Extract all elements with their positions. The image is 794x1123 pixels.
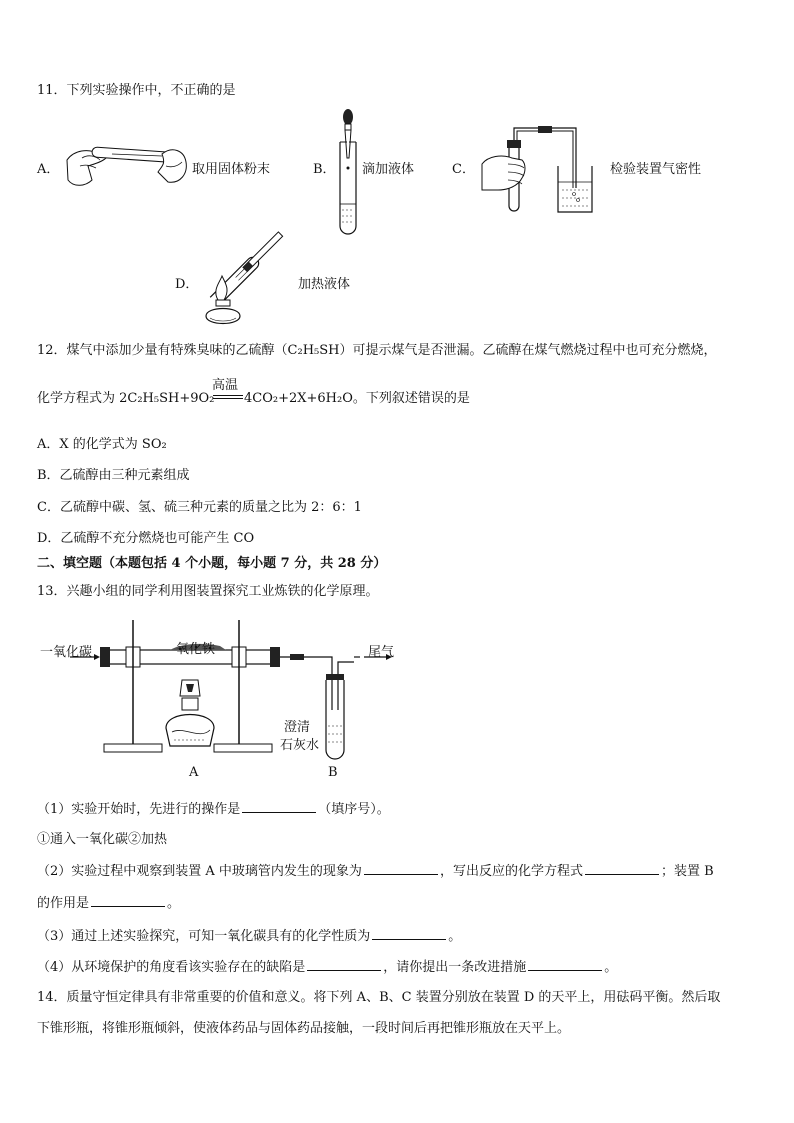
airtightness-illustration [478, 120, 604, 216]
q13-part3-text-b: 。 [448, 929, 462, 944]
fig-exhaust-label: 尾气 [368, 645, 395, 660]
q13-part4-text-c: 。 [604, 960, 618, 975]
q14-line1: 14．质量守恒定律具有非常重要的价值和意义。将下列 A、B、C 装置分别放在装置 D 的天平上，用砝码平衡。然后取 [37, 990, 721, 1005]
q11-option-c-text: 检验装置气密性 [610, 162, 702, 177]
q13-part2 [37, 862, 714, 881]
heating-liquid-illustration [200, 236, 290, 332]
q13-part3 [37, 927, 461, 946]
q11-option-a-text: 取用固体粉末 [192, 162, 271, 177]
q13-part2-text-a: （2）实验过程中观察到装置 A 中玻璃管内发生的现象为 [37, 864, 362, 879]
q11-option-a-letter: A． [37, 162, 60, 177]
fig-label-b: B [328, 765, 338, 780]
q13-part3-blank[interactable] [372, 927, 446, 940]
q13-part1-text-a: （1）实验开始时，先进行的操作是 [37, 802, 241, 817]
q13-part4-blank-2[interactable] [528, 958, 602, 971]
q13-part4-blank-1[interactable] [307, 958, 381, 971]
q11-option-b-letter: B． [313, 162, 336, 177]
q13-part4 [37, 958, 617, 977]
q12-option-a: A．X 的化学式为 SO₂ [37, 437, 167, 452]
q13-part2-blank-2[interactable] [585, 862, 659, 875]
q13-part2-text-b: ，写出反应的化学方程式 [439, 864, 583, 879]
q13-part4-text-a: （4）从环境保护的角度看该实验存在的缺陷是 [37, 960, 306, 975]
q13-part1-blank[interactable] [242, 800, 316, 813]
q13-part4-text-b: ，请你提出一条改进措施 [383, 960, 527, 975]
q14-line2: 下锥形瓶，将锥形瓶倾斜，使液体药品与固体药品接触，一段时间后再把锥形瓶放在天平上。 [37, 1021, 571, 1036]
section-heading: 二、填空题（本题包括 4 个小题，每小题 7 分，共 28 分） [37, 556, 387, 571]
q12-eq-prefix: 化学方程式为 2C₂H₅SH+9O₂ [37, 391, 215, 406]
q13-part1-choices: ①通入一氧化碳②加热 [37, 832, 168, 847]
fig-label-a: A [189, 765, 199, 780]
q13-part3-text-a: （3）通过上述实验探究，可知一氧化碳具有的化学性质为 [37, 929, 371, 944]
q12-eq-suffix: 4CO₂+2X+6H₂O。下列叙述错误的是 [244, 391, 470, 406]
q13-part2-line2 [37, 894, 180, 913]
q13-part2-text-e: 。 [167, 896, 181, 911]
q13-part2-text-d: 的作用是 [37, 896, 90, 911]
fig-limewater-label-2: 石灰水 [280, 738, 320, 753]
q12-option-c: C．乙硫醇中碳、氢、硫三种元素的质量之比为 2：6：1 [37, 500, 362, 515]
q11-option-d-letter: D． [175, 277, 199, 292]
q13-part1 [37, 800, 390, 819]
q11-option-c-letter: C． [452, 162, 475, 177]
dropper-tube-illustration [334, 108, 362, 236]
q12-eq-condition: 高温 [212, 378, 239, 393]
q13-part2-blank-3[interactable] [91, 894, 165, 907]
q11-option-b-text: 滴加液体 [362, 162, 415, 177]
q13-part1-text-b: （填序号）。 [318, 802, 390, 817]
q12-eq-bar-top [213, 395, 243, 396]
q12-option-d: D．乙硫醇不充分燃烧也可能产生 CO [37, 531, 255, 546]
iron-smelting-apparatus [0, 610, 420, 790]
q12-line1: 12．煤气中添加少量有特殊臭味的乙硫醇（C₂H₅SH）可提示煤气是否泄漏。乙硫醇在煤气燃烧过程中也可充分燃烧， [37, 343, 717, 358]
q11-option-d-text: 加热液体 [298, 277, 351, 292]
q13-stem: 13．兴趣小组的同学利用图装置探究工业炼铁的化学原理。 [37, 584, 379, 599]
q13-part2-text-c: ；装置 B [660, 864, 714, 879]
fig-co-inlet-label: 一氧化碳 [40, 645, 93, 660]
q13-part2-blank-1[interactable] [364, 862, 438, 875]
fig-limewater-label-1: 澄清 [284, 720, 311, 735]
q12-option-b: B．乙硫醇由三种元素组成 [37, 468, 190, 483]
q11-stem: 11．下列实验操作中，不正确的是 [37, 83, 236, 98]
powder-tube-illustration [62, 136, 192, 192]
fig-iron-oxide-label: 氧化铁 [176, 642, 216, 657]
q12-eq-bar-bottom [213, 398, 243, 399]
